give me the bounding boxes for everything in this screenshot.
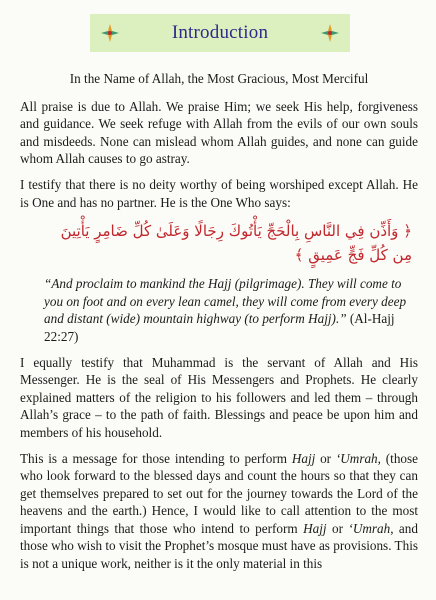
text-run: , and those who wish to visit the Prophet’s mosque must have as provisions. This is not a unique work, neither is it the only material in this	[20, 520, 418, 572]
page-title: Introduction	[171, 22, 269, 43]
text-run: , (those who look forward to the blessed days and count the hours so that they can get themselves prepared to set out for the journey towards the Lord of the heavens and the earth.) Hence, I would like to call attention to the most important things that those who intend to perform	[20, 450, 418, 536]
quote-reference: (Al-Hajj 22:27)	[44, 311, 395, 344]
quote-text: “And proclaim to mankind the Hajj (pilgrimage). They will come to you on foot and on every lean camel, they will come from every deep and distant (wide) mountain highway (to perform Hajj).”	[44, 276, 407, 327]
paragraph-prophet: I equally testify that Muhammad is the servant of Allah and His Messenger. He is the seal of His Messengers and Prophets. He clearly explained matters of the religion to his followers and led them – through Allah’s grace – to the path of faith. Blessings and peace be upon him and members of his household.	[20, 354, 418, 440]
term-umrah: ‘Umrah	[348, 520, 391, 536]
term-hajj: Hajj	[303, 520, 327, 536]
document-body	[20, 70, 418, 581]
term-umrah: ‘Umrah	[335, 450, 378, 466]
verse-translation	[44, 275, 410, 345]
paragraph-testimony: I testify that there is no deity worthy of being worshiped except Allah. He is One and has no partner. He is the One Who says:	[20, 176, 418, 210]
invocation: In the Name of Allah, the Most Gracious, Most Merciful	[69, 71, 369, 86]
text-run: This is a message for those intending to perform	[20, 450, 292, 466]
text-run: or	[326, 520, 349, 536]
chapter-header	[90, 14, 350, 52]
paragraph-message	[20, 450, 418, 573]
arabic-verse-line: ﴿ وَأَذِّن فِي النَّاسِ بِالْحَجِّ يَأْتُوكَ رِجَالًا وَعَلَىٰ كُلِّ ضَامِرٍ يَأْتِينَ	[60, 222, 412, 241]
text-run: or	[315, 450, 336, 466]
paragraph-praise: All praise is due to Allah. We praise Him; we seek His help, forgiveness and guidance. We seek refuge with Allah from the evils of our own souls and misdeeds. None can mislead whom Allah guides, and none can guide whom Allah causes to go astray.	[20, 98, 418, 167]
floral-ornament-icon	[320, 23, 340, 43]
arabic-verse-line: مِن كُلِّ فَجٍّ عَمِيقٍ ﴾	[294, 246, 412, 265]
floral-ornament-icon	[100, 23, 120, 43]
arabic-verse	[26, 219, 412, 267]
term-hajj: Hajj	[291, 450, 316, 466]
